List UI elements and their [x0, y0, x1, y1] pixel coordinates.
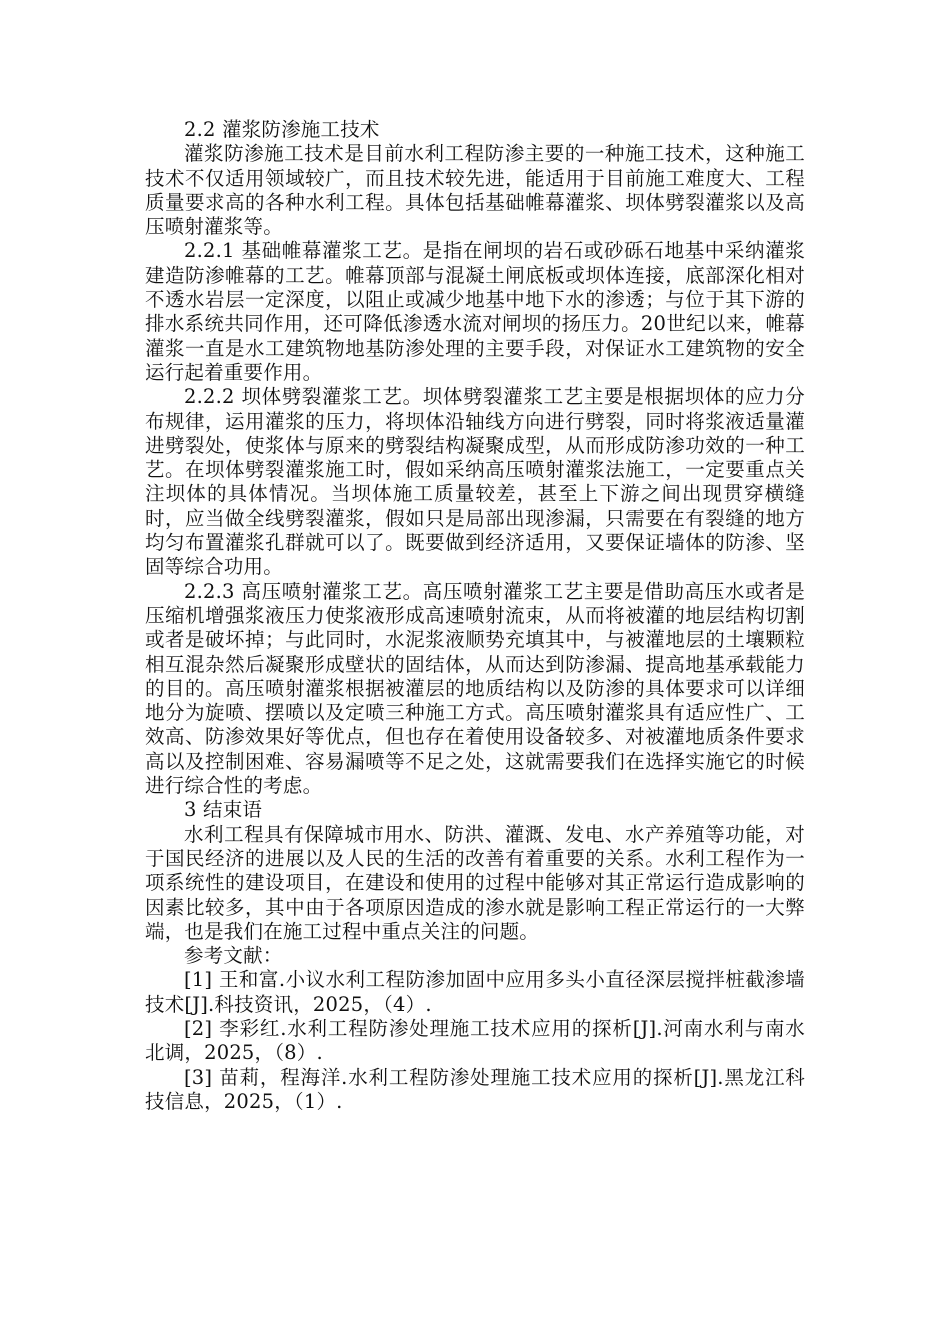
reference-item-1: [1] 王和富.小议水利工程防渗加固中应用多头小直径深层搅拌桩截渗墙技术[J].科技资讯，2025，（4）. [145, 968, 805, 1016]
reference-item-3: [3] 苗莉，程海洋.水利工程防渗处理施工技术应用的探析[J].黑龙江科技信息，2025，（1）. [145, 1065, 805, 1113]
reference-item-2: [2] 李彩红.水利工程防渗处理施工技术应用的探析[J].河南水利与南水北调，2025，（8）. [145, 1016, 805, 1065]
section-heading-2-2: 2.2 灌浆防渗施工技术 [184, 118, 380, 141]
paragraph-grouting-overview: 灌浆防渗施工技术是目前水利工程防渗主要的一种施工技术，这种施工技术不仅适用领域较广，而且技术较先进，能适用于目前施工难度大、工程质量要求高的各种水利工程。具体包括基础帷幕灌浆、坝体劈裂灌浆以及高压喷射灌浆等。 [145, 142, 805, 239]
paragraph-conclusion: 水利工程具有保障城市用水、防洪、灌溉、发电、水产养殖等功能，对于国民经济的进展以及人民的生活的改善有着重要的关系。水利工程作为一项系统性的建设项目，在建设和使用的过程中能够对其正常运行造成影响的因素比较多，其中由于各项原因造成的渗水就是影响工程正常运行的一大弊端，也是我们在施工过程中重点关注的问题。 [145, 822, 805, 943]
paragraph-split-grouting: 2.2.2 坝体劈裂灌浆工艺。坝体劈裂灌浆工艺主要是根据坝体的应力分布规律，运用灌浆的压力，将坝体沿轴线方向进行劈裂，同时将浆液适量灌进劈裂处，使浆体与原来的劈裂结构凝聚成型，从而形成防渗功效的一种工艺。在坝体劈裂灌浆施工时，假如采纳高压喷射灌浆法施工，一定要重点关注坝体的具体情况。当坝体施工质量较差，甚至上下游之间出现贯穿横缝时，应当做全线劈裂灌浆，假如只是局部出现渗漏，只需要在有裂缝的地方均匀布置灌浆孔群就可以了。既要做到经济适用，又要保证墙体的防渗、坚固等综合功用。 [145, 385, 805, 579]
references-heading: 参考文献： [184, 944, 283, 968]
paragraph-jet-grouting: 2.2.3 高压喷射灌浆工艺。高压喷射灌浆工艺主要是借助高压水或者是压缩机增强浆液压力使浆液形成高速喷射流束，从而将被灌的地层结构切割或者是破坏掉；与此同时，水泥浆液顺势充填其中，与被灌地层的土壤颗粒相互混杂然后凝聚形成壁状的固结体，从而达到防渗漏、提高地基承载能力的目的。高压喷射灌浆根据被灌层的地质结构以及防渗的具体要求可以详细地分为旋喷、摆喷以及定喷三种施工方式。高压喷射灌浆具有适应性广、工效高、防渗效果好等优点，但也存在着使用设备较多、对被灌地质条件要求高以及控制困难、容易漏喷等不足之处，这就需要我们在选择实施它的时候进行综合性的考虑。 [145, 579, 805, 798]
paragraph-curtain-grouting: 2.2.1 基础帷幕灌浆工艺。是指在闸坝的岩石或砂砾石地基中采纳灌浆建造防渗帷幕的工艺。帷幕顶部与混凝土闸底板或坝体连接，底部深化相对不透水岩层一定深度，以阻止或减少地基中地下水的渗透；与位于其下游的排水系统共同作用，还可降低渗透水流对闸坝的扬压力。20世纪以来，帷幕灌浆一直是水工建筑物地基防渗处理的主要手段，对保证水工建筑物的安全运行起着重要作用。 [145, 239, 805, 384]
document-body [145, 118, 805, 1114]
section-heading-conclusion: 3 结束语 [184, 798, 263, 822]
